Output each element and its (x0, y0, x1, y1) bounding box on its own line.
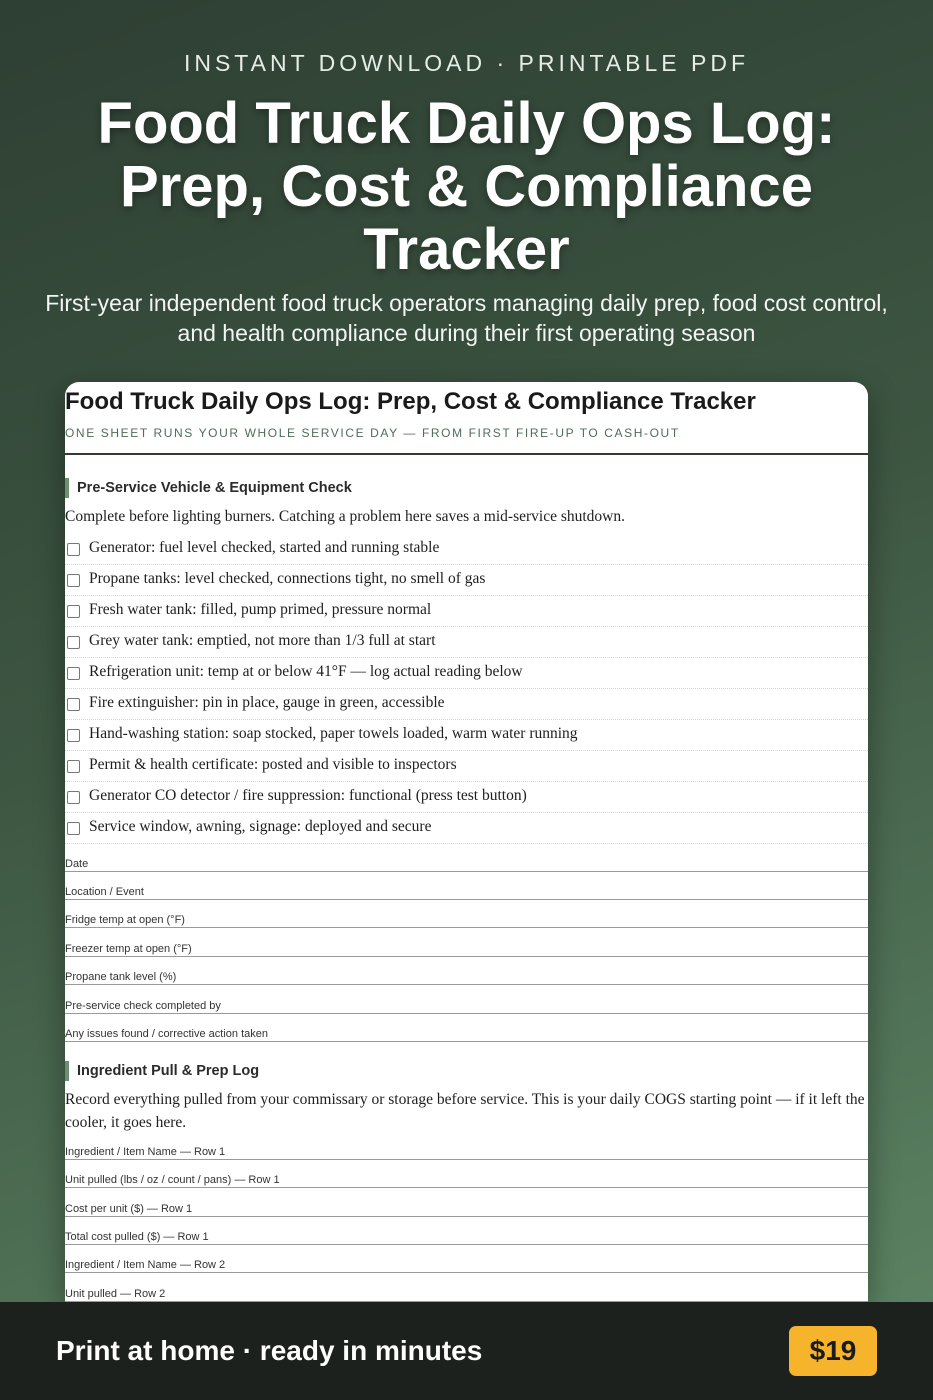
checklist-item[interactable] (65, 689, 868, 720)
checklist-item[interactable] (65, 751, 868, 782)
field-input-line[interactable] (65, 1216, 868, 1217)
checklist-item-label: Fresh water tank: filled, pump primed, pressure normal (89, 601, 432, 618)
checkbox[interactable] (67, 791, 80, 804)
form-field[interactable] (65, 906, 868, 934)
field-input-line[interactable] (65, 899, 868, 900)
checklist-item-label: Propane tanks: level checked, connections tight, no smell of gas (89, 570, 486, 587)
field-input-line[interactable] (65, 1272, 868, 1273)
form-field[interactable] (65, 1195, 868, 1223)
checklist-item-label: Hand-washing station: soap stocked, paper towels loaded, warm water running (89, 725, 578, 742)
field-label: Freezer temp at open (°F) (65, 943, 202, 955)
field-input-line[interactable] (65, 871, 868, 872)
checkbox[interactable] (67, 605, 80, 618)
field-label: Unit pulled — Row 2 (65, 1288, 175, 1300)
field-label: Cost per unit ($) — Row 1 (65, 1203, 202, 1215)
field-label: Ingredient / Item Name — Row 1 (65, 1146, 235, 1158)
checklist-item[interactable] (65, 782, 868, 813)
checkbox[interactable] (67, 698, 80, 711)
field-label: Propane tank level (%) (65, 971, 186, 983)
footer-tagline: Print at home · ready in minutes (56, 1335, 483, 1366)
form-field[interactable] (65, 1138, 868, 1166)
field-label: Date (65, 858, 98, 870)
product-title: Food Truck Daily Ops Log: Prep, Cost & Compliance Tracker (97, 91, 836, 282)
field-input-line[interactable] (65, 1159, 868, 1160)
form-field[interactable] (65, 1166, 868, 1194)
checkbox[interactable] (67, 760, 80, 773)
checklist-item[interactable] (65, 813, 868, 844)
field-input-line[interactable] (65, 1013, 868, 1014)
section-description-pre-service: Complete before lighting burners. Catching a problem here saves a mid-service shutdown. (65, 508, 625, 525)
checklist-item-label: Fire extinguisher: pin in place, gauge in green, accessible (89, 694, 445, 711)
checklist-item-label: Service window, awning, signage: deployed and secure (89, 818, 432, 835)
field-input-line[interactable] (65, 1187, 868, 1188)
footer-bar (0, 1302, 933, 1400)
checklist-item-label: Permit & health certificate: posted and visible to inspectors (89, 756, 457, 773)
form-field[interactable] (65, 992, 868, 1020)
checklist-item[interactable] (65, 565, 868, 596)
document-preview (65, 382, 868, 1302)
field-label: Any issues found / corrective action taken (65, 1028, 278, 1040)
sheet-title: Food Truck Daily Ops Log: Prep, Cost & Compliance Tracker (65, 388, 756, 415)
form-field[interactable] (65, 878, 868, 906)
form-field[interactable] (65, 963, 868, 991)
field-input-line[interactable] (65, 956, 868, 957)
product-subtitle: First-year independent food truck operators managing daily prep, food cost control, and health compliance during their first operating season (45, 290, 888, 346)
eyebrow-label: INSTANT DOWNLOAD · PRINTABLE PDF (183, 50, 750, 76)
form-field[interactable] (65, 850, 868, 878)
form-field[interactable] (65, 1280, 868, 1302)
checklist-item[interactable] (65, 596, 868, 627)
checkbox[interactable] (67, 667, 80, 680)
checkbox[interactable] (67, 636, 80, 649)
section-description-ingredient-pull: Record everything pulled from your commissary or storage before service. This is your daily COGS starting point — if it left the cooler, it goes here. (65, 1091, 865, 1131)
field-input-line[interactable] (65, 984, 868, 985)
price-badge[interactable]: $19 (789, 1326, 877, 1376)
checklist-item[interactable] (65, 534, 868, 565)
checkbox[interactable] (67, 822, 80, 835)
checklist-item-label: Grey water tank: emptied, not more than 1/3 full at start (89, 632, 436, 649)
field-label: Unit pulled (lbs / oz / count / pans) — Row 1 (65, 1174, 290, 1186)
checkbox[interactable] (67, 729, 80, 742)
section-heading-pre-service: Pre-Service Vehicle & Equipment Check (65, 478, 477, 498)
form-field[interactable] (65, 935, 868, 963)
field-label: Pre-service check completed by (65, 1000, 231, 1012)
checklist-item[interactable] (65, 658, 868, 689)
checkbox[interactable] (67, 574, 80, 587)
form-field[interactable] (65, 1020, 868, 1048)
checklist-item-label: Generator CO detector / fire suppression: functional (press test button) (89, 787, 527, 804)
field-label: Ingredient / Item Name — Row 2 (65, 1259, 235, 1271)
field-label: Fridge temp at open (°F) (65, 914, 195, 926)
checklist-item-label: Generator: fuel level checked, started and running stable (89, 539, 440, 556)
form-field[interactable] (65, 1251, 868, 1279)
field-input-line[interactable] (65, 1041, 868, 1042)
section-heading-ingredient-pull: Ingredient Pull & Prep Log (65, 1061, 477, 1081)
checklist-item[interactable] (65, 627, 868, 658)
field-label: Location / Event (65, 886, 154, 898)
title-divider (65, 453, 868, 455)
form-field[interactable] (65, 1223, 868, 1251)
checklist-item-label: Refrigeration unit: temp at or below 41°F — log actual reading below (89, 663, 523, 680)
sheet-tagline: ONE SHEET RUNS YOUR WHOLE SERVICE DAY — FROM FIRST FIRE-UP TO CASH-OUT (65, 426, 680, 440)
checklist-item[interactable] (65, 720, 868, 751)
checkbox[interactable] (67, 543, 80, 556)
field-input-line[interactable] (65, 1244, 868, 1245)
field-label: Total cost pulled ($) — Row 1 (65, 1231, 219, 1243)
field-input-line[interactable] (65, 927, 868, 928)
